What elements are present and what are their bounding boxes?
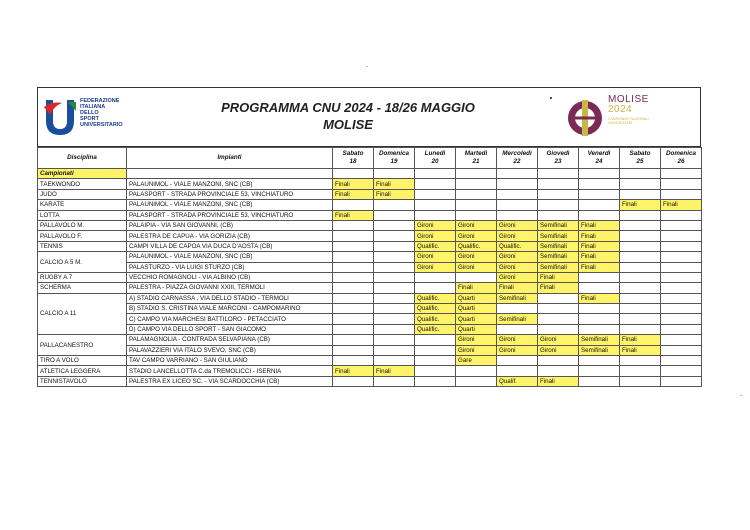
table-row [38, 241, 702, 251]
discipline-cell: TIRO A VOLO [38, 356, 127, 366]
schedule-cell-event: Finali [333, 366, 374, 376]
schedule-cell-empty [661, 376, 702, 386]
schedule-cell-event: Gironi [456, 345, 497, 355]
schedule-cell-empty [333, 252, 374, 262]
schedule-cell-event: Semifinali [538, 220, 579, 230]
schedule-cell-event: Quarti [456, 324, 497, 334]
schedule-cell-empty [333, 314, 374, 324]
schedule-cell-empty [661, 335, 702, 345]
schedule-cell-empty [497, 304, 538, 314]
schedule-cell-event: Qualific. [415, 324, 456, 334]
schedule-cell-empty [620, 366, 661, 376]
discipline-cell: TENNIS [38, 241, 127, 251]
table-row [38, 262, 702, 272]
table-row [38, 200, 702, 210]
schedule-cell-empty [579, 210, 620, 220]
schedule-cell-empty [579, 356, 620, 366]
schedule-cell-event: Finali [333, 179, 374, 189]
schedule-cell-empty [333, 356, 374, 366]
schedule-sheet [37, 87, 701, 392]
schedule-cell-event: Qualif. [497, 376, 538, 386]
federation-logo-text: FEDERAZIONE ITALIANA DELLO SPORT UNIVERSITARIO [80, 98, 123, 128]
schedule-cell-empty [415, 179, 456, 189]
schedule-cell-empty [374, 293, 415, 303]
schedule-cell-empty [538, 314, 579, 324]
venue-cell: PALAUNIMOL - VIALE MANZONI, SNC (CB) [127, 252, 333, 262]
schedule-cell-empty [333, 324, 374, 334]
schedule-cell-empty [456, 376, 497, 386]
schedule-cell-event: Finali [579, 220, 620, 230]
venue-cell: C) CAMPO VIA MARCHESI BATTILORO - PETACCIATO [127, 314, 333, 324]
schedule-cell-empty [620, 231, 661, 241]
schedule-cell-empty [374, 335, 415, 345]
schedule-cell-empty [374, 272, 415, 282]
schedule-cell-empty [456, 200, 497, 210]
schedule-cell-empty [497, 324, 538, 334]
schedule-cell-event: Finali [579, 252, 620, 262]
discipline-cell: TAEKWONDO [38, 179, 127, 189]
schedule-cell-empty [579, 283, 620, 293]
col-day: Sabato 25 [620, 148, 661, 169]
schedule-cell-event: Qualific. [415, 304, 456, 314]
scan-speck [366, 66, 368, 67]
schedule-cell-empty [579, 179, 620, 189]
schedule-cell-empty [374, 283, 415, 293]
schedule-cell-empty [579, 366, 620, 376]
schedule-cell-event: Gare [456, 356, 497, 366]
table-row [38, 356, 702, 366]
schedule-cell-event: Finali [579, 293, 620, 303]
schedule-cell-empty [415, 200, 456, 210]
schedule-cell-empty [497, 356, 538, 366]
schedule-cell-empty [415, 283, 456, 293]
schedule-cell-empty [374, 324, 415, 334]
schedule-cell-event: Gironi [415, 220, 456, 230]
schedule-cell-empty [620, 304, 661, 314]
schedule-cell-empty [661, 293, 702, 303]
schedule-cell-event: Gironi [415, 252, 456, 262]
schedule-cell-empty [333, 241, 374, 251]
discipline-cell: PALLAVOLO F. [38, 231, 127, 241]
schedule-cell-empty [374, 210, 415, 220]
venue-cell: PALAVAZZIERI VIA ITALO SVEVO, SNC (CB) [127, 345, 333, 355]
page-title [188, 99, 508, 133]
schedule-cell-event: Gironi [497, 220, 538, 230]
schedule-cell-event: Gironi [456, 262, 497, 272]
schedule-cell-event: Finali [579, 231, 620, 241]
schedule-cell-empty [579, 189, 620, 199]
schedule-cell-empty [415, 376, 456, 386]
schedule-cell-event: Gironi [456, 252, 497, 262]
schedule-cell-event: Semifinali [497, 293, 538, 303]
schedule-cell-empty [374, 356, 415, 366]
venue-cell: PALAMAGNOLIA - CONTRADA SELVAPIANA (CB) [127, 335, 333, 345]
schedule-cell-empty [415, 189, 456, 199]
schedule-cell-event: Finali [620, 200, 661, 210]
schedule-cell-event: Gironi [497, 272, 538, 282]
schedule-cell-empty [661, 252, 702, 262]
schedule-cell-empty [333, 293, 374, 303]
venue-cell: PALAIPIA - VIA SAN GIOVANNI, (CB) [127, 220, 333, 230]
discipline-cell: LOTTA [38, 210, 127, 220]
schedule-cell-empty [374, 304, 415, 314]
schedule-cell-empty [538, 304, 579, 314]
schedule-cell-event: Quarti [456, 314, 497, 324]
section-row [38, 169, 702, 179]
schedule-cell-empty [333, 272, 374, 282]
col-venues: Impianti [127, 148, 333, 169]
venue-cell: PALASPORT - STRADA PROVINCIALE 53, VINCHIATURO [127, 210, 333, 220]
schedule-cell-empty [538, 366, 579, 376]
schedule-cell-empty [374, 241, 415, 251]
schedule-cell-event: Gironi [497, 345, 538, 355]
schedule-cell-event: Finali [374, 366, 415, 376]
schedule-cell-event: Finali [538, 272, 579, 282]
discipline-cell: KARATE [38, 200, 127, 210]
schedule-cell-empty [538, 179, 579, 189]
schedule-cell-empty [415, 335, 456, 345]
discipline-cell: RUGBY A 7 [38, 272, 127, 282]
schedule-cell-empty [374, 200, 415, 210]
table-row [38, 304, 702, 314]
schedule-cell-event: Finali [579, 262, 620, 272]
table-row [38, 252, 702, 262]
schedule-cell-empty [661, 324, 702, 334]
table-row [38, 345, 702, 355]
schedule-cell-empty [456, 272, 497, 282]
schedule-cell-empty [661, 262, 702, 272]
schedule-cell-empty [333, 335, 374, 345]
schedule-cell-empty [661, 220, 702, 230]
schedule-cell-event: Semifinali [579, 335, 620, 345]
schedule-cell-empty [661, 366, 702, 376]
table-row [38, 179, 702, 189]
schedule-cell-empty [456, 189, 497, 199]
venue-cell: PALESTRA EX LICEO SC. - VIA SCARDOCCHIA (CB) [127, 376, 333, 386]
schedule-cell-event: Gironi [538, 345, 579, 355]
schedule-cell-event: Gironi [497, 335, 538, 345]
table-row [38, 293, 702, 303]
schedule-cell-event: Gironi [497, 262, 538, 272]
discipline-cell: PALLACANESTRO [38, 335, 127, 356]
schedule-cell-event: Semifinali [579, 345, 620, 355]
table-row [38, 283, 702, 293]
scan-speck [740, 395, 742, 396]
schedule-cell-event: Finali [333, 189, 374, 199]
schedule-cell-empty [415, 210, 456, 220]
schedule-cell-event: Qualific. [415, 241, 456, 251]
schedule-cell-empty [374, 314, 415, 324]
schedule-cell-event: Finali [538, 283, 579, 293]
header-box [37, 87, 701, 147]
schedule-cell-empty [497, 179, 538, 189]
section-label: Campionati [38, 169, 127, 179]
schedule-cell-empty [333, 200, 374, 210]
schedule-cell-empty [497, 366, 538, 376]
venue-cell: STADIO LANCELLOTTA C.da TREMOLICCI - ISERNIA [127, 366, 333, 376]
venue-cell: B) STADIO S. CRISTINA VIALE MARCONI - CAMPOMARINO [127, 304, 333, 314]
schedule-cell-event: Finali [374, 189, 415, 199]
molise-logo-tagline: CAMPIONATI NAZIONALI UNIVERSITARI [608, 117, 649, 125]
schedule-cell-empty [456, 179, 497, 189]
schedule-cell-event: Semifinali [538, 241, 579, 251]
schedule-cell-event: Gironi [415, 231, 456, 241]
col-day: Giovedì 23 [538, 148, 579, 169]
schedule-cell-event: Finali [620, 335, 661, 345]
schedule-cell-event: Finali [538, 376, 579, 386]
schedule-cell-empty [333, 304, 374, 314]
schedule-cell-event: Qualific. [415, 314, 456, 324]
schedule-cell-event: Finali [579, 241, 620, 251]
schedule-cell-empty [620, 283, 661, 293]
schedule-cell-event: Gironi [456, 220, 497, 230]
schedule-cell-empty [661, 179, 702, 189]
schedule-cell-event: Qualific. [415, 293, 456, 303]
schedule-cell-empty [661, 189, 702, 199]
venue-cell: PALAUNIMOL - VIALE MANZONI, SNC (CB) [127, 200, 333, 210]
schedule-cell-event: Gironi [497, 252, 538, 262]
discipline-cell: PALLAVOLO M. [38, 220, 127, 230]
schedule-cell-empty [456, 366, 497, 376]
venue-cell: PALASTURZO - VIA LUIGI STURZO (CB) [127, 262, 333, 272]
schedule-cell-empty [620, 179, 661, 189]
schedule-cell-empty [415, 345, 456, 355]
schedule-cell-empty [374, 345, 415, 355]
schedule-cell-empty [415, 366, 456, 376]
schedule-cell-empty [333, 220, 374, 230]
schedule-cell-empty [661, 304, 702, 314]
schedule-cell-event: Quarti [456, 304, 497, 314]
venue-cell: TAV CAMPO VARRIANO - SAN GIULIANO [127, 356, 333, 366]
schedule-cell-empty [661, 314, 702, 324]
discipline-cell: TENNISTAVOLO [38, 376, 127, 386]
schedule-cell-empty [374, 220, 415, 230]
title-line-2: MOLISE [323, 117, 373, 132]
schedule-cell-empty [374, 231, 415, 241]
schedule-cell-empty [620, 314, 661, 324]
schedule-cell-event: Gironi [497, 231, 538, 241]
schedule-cell-empty [620, 376, 661, 386]
col-discipline: Disciplina [38, 148, 127, 169]
discipline-cell: CALCIO A 11 [38, 293, 127, 335]
table-row [38, 376, 702, 386]
col-day: Mercoledì 22 [497, 148, 538, 169]
schedule-cell-empty [538, 293, 579, 303]
schedule-cell-empty [333, 283, 374, 293]
col-day: Venerdì 24 [579, 148, 620, 169]
schedule-cell-empty [374, 376, 415, 386]
schedule-cell-empty [538, 200, 579, 210]
schedule-cell-empty [661, 345, 702, 355]
schedule-cell-event: Gironi [415, 262, 456, 272]
schedule-cell-empty [579, 200, 620, 210]
schedule-cell-empty [620, 252, 661, 262]
venue-cell: PALESTRA DE CAPUA - VIA GORIZIA (CB) [127, 231, 333, 241]
venue-cell: D) CAMPO VIA DELLO SPORT - SAN GIACOMO [127, 324, 333, 334]
schedule-cell-empty [579, 324, 620, 334]
schedule-cell-event: Finali [661, 200, 702, 210]
schedule-cell-empty [538, 189, 579, 199]
venue-cell: CAMPI VILLA DE CAPOA VIA DUCA D'AOSTA (CB) [127, 241, 333, 251]
schedule-cell-event: Finali [374, 179, 415, 189]
schedule-cell-empty [620, 189, 661, 199]
schedule-cell-empty [661, 241, 702, 251]
schedule-cell-empty [333, 262, 374, 272]
col-day: Martedì 21 [456, 148, 497, 169]
schedule-cell-event: Finali [456, 283, 497, 293]
discipline-cell: JUDO [38, 189, 127, 199]
schedule-cell-empty [661, 283, 702, 293]
schedule-cell-empty [661, 356, 702, 366]
schedule-cell-event: Finali [497, 283, 538, 293]
schedule-body [38, 169, 702, 387]
schedule-cell-event: Gironi [456, 335, 497, 345]
schedule-cell-event: Semifinali [538, 252, 579, 262]
discipline-cell: ATLETICA LEGGERA [38, 366, 127, 376]
schedule-cell-empty [415, 356, 456, 366]
table-row [38, 324, 702, 334]
table-row [38, 335, 702, 345]
schedule-cell-empty [333, 376, 374, 386]
schedule-cell-empty [579, 272, 620, 282]
schedule-cell-empty [661, 231, 702, 241]
schedule-cell-empty [661, 210, 702, 220]
schedule-cell-empty [620, 272, 661, 282]
schedule-cell-empty [620, 210, 661, 220]
schedule-table [37, 147, 702, 387]
schedule-cell-empty [538, 210, 579, 220]
discipline-cell: SCHERMA [38, 283, 127, 293]
table-row [38, 272, 702, 282]
venue-cell: PALESTRA - PIAZZA GIOVANNI XXIII, TERMOLI [127, 283, 333, 293]
header-row [38, 148, 702, 169]
schedule-cell-event: Quarti [456, 293, 497, 303]
schedule-cell-event: Gironi [456, 231, 497, 241]
schedule-cell-empty [497, 189, 538, 199]
schedule-cell-event: Semifinali [538, 231, 579, 241]
discipline-cell: CALCIO A 5 M. [38, 252, 127, 273]
schedule-cell-empty [497, 200, 538, 210]
table-row [38, 210, 702, 220]
title-line-1: PROGRAMMA CNU 2024 - 18/26 MAGGIO [221, 100, 475, 115]
venue-cell: A) STADIO CARNASSA , VIA DELLO STADIO - TERMOLI [127, 293, 333, 303]
schedule-cell-empty [374, 252, 415, 262]
schedule-cell-empty [456, 210, 497, 220]
schedule-cell-empty [661, 272, 702, 282]
schedule-cell-empty [620, 293, 661, 303]
schedule-cell-event: Finali [333, 210, 374, 220]
schedule-cell-event: Semifinali [538, 262, 579, 272]
schedule-cell-empty [620, 241, 661, 251]
schedule-cell-empty [579, 304, 620, 314]
schedule-cell-empty [620, 356, 661, 366]
schedule-cell-empty [333, 345, 374, 355]
venue-cell: PALAUNIMOL - VIALE MANZONI, SNC (CB) [127, 179, 333, 189]
schedule-cell-empty [538, 324, 579, 334]
schedule-cell-event: Qualific. [497, 241, 538, 251]
schedule-cell-empty [333, 231, 374, 241]
venue-cell: VECCHIO ROMAGNOLI - VIA ALBINO (CB) [127, 272, 333, 282]
col-day: Domenica 26 [661, 148, 702, 169]
schedule-cell-empty [374, 262, 415, 272]
venue-cell: PALASPORT - STRADA PROVINCIALE 53, VINCHIATURO [127, 189, 333, 199]
schedule-cell-event: Semifinali [497, 314, 538, 324]
table-row [38, 231, 702, 241]
schedule-cell-event: Qualific. [456, 241, 497, 251]
col-day: Sabato 18 [333, 148, 374, 169]
schedule-cell-empty [579, 314, 620, 324]
table-row [38, 366, 702, 376]
stray-dot [550, 97, 552, 99]
col-day: Domenica 19 [374, 148, 415, 169]
schedule-cell-empty [579, 376, 620, 386]
table-row [38, 314, 702, 324]
schedule-cell-empty [620, 262, 661, 272]
schedule-cell-event: Finali [620, 345, 661, 355]
schedule-cell-empty [620, 220, 661, 230]
col-day: Lunedì 20 [415, 148, 456, 169]
schedule-cell-empty [620, 324, 661, 334]
molise-logo-text: MOLISE 2024 [608, 94, 649, 115]
schedule-cell-event: Gironi [538, 335, 579, 345]
schedule-cell-empty [538, 356, 579, 366]
schedule-cell-empty [497, 210, 538, 220]
table-row [38, 220, 702, 230]
table-row [38, 189, 702, 199]
schedule-cell-empty [415, 272, 456, 282]
